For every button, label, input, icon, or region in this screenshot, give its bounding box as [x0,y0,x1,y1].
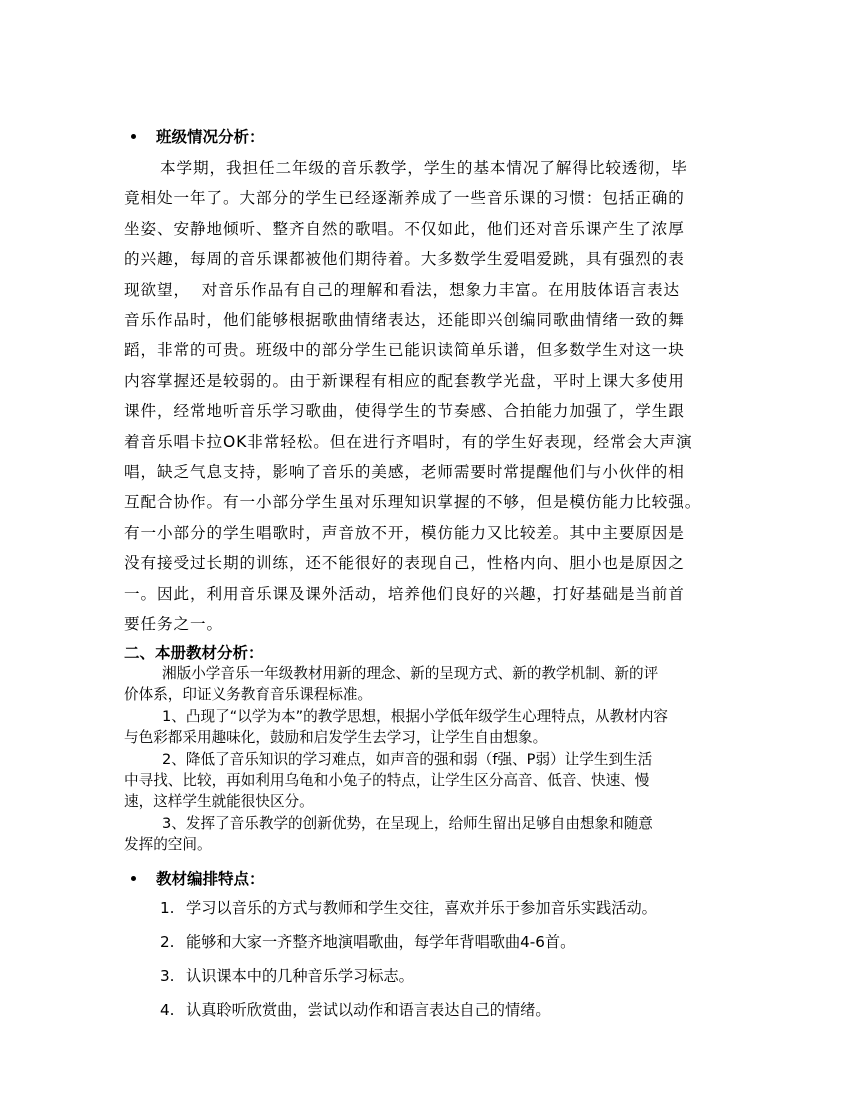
paragraph-line: 音乐作品时，他们能够根据歌曲情绪表达，还能即兴创编同歌曲情绪一致的舞 [124,311,685,330]
paragraph-line: 发挥的空间。 [124,836,212,854]
paragraph-line: 蹈，非常的可贵。班级中的部分学生已能识读简单乐谱，但多数学生对这一块 [124,341,685,360]
paragraph-line: 唱，缺乏气息支持，影响了音乐的美感，老师需要时常提醒他们与小伙伴的相 [124,463,685,482]
list-item-number: 2. [160,933,175,951]
list-item-number: 4. [160,1001,175,1019]
paragraph-line: 内容掌握还是较弱的。由于新课程有相应的配套教学光盘，平时上课大多使用 [124,371,685,390]
list-item [160,932,760,966]
list-item [160,1000,760,1034]
paragraph-line: 竟相处一年了。大部分的学生已经逐渐养成了一些音乐课的习惯：包括正确的 [124,189,685,208]
paragraph-line: 要任务之一。 [124,615,223,634]
paragraph-line: 2、降低了音乐知识的学习难点，如声音的强和弱（f强、P弱）让学生到生活 [162,750,653,768]
paragraph-line: 价体系，印证义务教育音乐课程标准。 [124,686,373,704]
paragraph-line: 有一小部分的学生唱歌时，声音放不开，模仿能力又比较差。其中主要原因是 [124,523,685,542]
list-item-text: 学习以音乐的方式与教师和学生交往，喜欢并乐于参加音乐实践活动。 [186,899,657,917]
section-heading-text: 教材编排特点： [156,870,265,888]
paragraph-line: 的兴趣，每周的音乐课都被他们期待着。大多数学生爱唱爱跳，具有强烈的表 [124,250,685,269]
bullet-icon [131,134,136,139]
list-item [160,898,760,932]
paragraph-line: 互配合协作。有一小部分学生虽对乐理知识掌握的不够，但是模仿能力比较强。 [124,493,702,512]
paragraph-line: 1、凸现了“以学为本”的教学思想，根据小学低年级学生心理特点，从教材内容 [162,707,669,725]
paragraph-line: 坐姿、安静地倾听、整齐自然的歌唱。不仅如此，他们还对音乐课产生了浓厚 [124,219,685,238]
paragraph-line: 湘版小学音乐一年级教材用新的理念、新的呈现方式、新的教学机制、新的评 [162,665,659,682]
paragraph-line: 速，这样学生就能很快区分。 [124,793,314,811]
section-heading-class-analysis [124,127,265,147]
list-item-text: 认真聆听欣赏曲，尝试以动作和语言表达自己的情绪。 [186,1001,551,1019]
list-item-text: 能够和大家一齐整齐地演唱歌曲，每学年背唱歌曲4-6首。 [186,933,576,951]
paragraph-line: 现欲望， 对音乐作品有自己的理解和看法，想象力丰富。在用肢体语言表达 [124,280,681,299]
paragraph-line: 与色彩都采用趣味化，鼓励和启发学生去学习，让学生自由想象。 [124,729,548,747]
paragraph-line: 没有接受过长期的训练，还不能很好的表现自己，性格内向、胆小也是原因之 [124,554,685,573]
section-heading-textbook-analysis: 二、本册教材分析： [124,644,264,662]
textbook-analysis-body [124,663,744,856]
paragraph-line: 课件，经常地听音乐学习歌曲，使得学生的节奏感、合拍能力加强了，学生跟 [124,402,685,421]
paragraph-line: 着音乐唱卡拉OK非常轻松。但在进行齐唱时，有的学生好表现，经常会大声演 [124,432,693,451]
bullet-icon [131,876,136,881]
paragraph-line: 本学期，我担任二年级的音乐教学，学生的基本情况了解得比较透彻，毕 [160,159,688,177]
paragraph-line: 中寻找、比较，再如利用乌龟和小兔子的特点，让学生区分高音、低音、快速、慢 [124,772,650,790]
features-list [160,898,760,1034]
list-item [160,966,760,1000]
list-item-number: 3. [160,967,175,985]
paragraph-line: 一。因此，利用音乐课及课外活动，培养他们良好的兴趣，打好基础是当前首 [124,584,685,603]
list-item-text: 认识课本中的几种音乐学习标志。 [186,967,414,985]
class-analysis-paragraph [124,153,744,640]
section-heading-textbook-features [124,869,265,889]
section-heading-text: 班级情况分析： [156,128,265,146]
list-item-number: 1. [160,899,175,917]
paragraph-line: 3、发挥了音乐教学的创新优势，在呈现上，给师生留出足够自由想象和随意 [162,814,653,832]
